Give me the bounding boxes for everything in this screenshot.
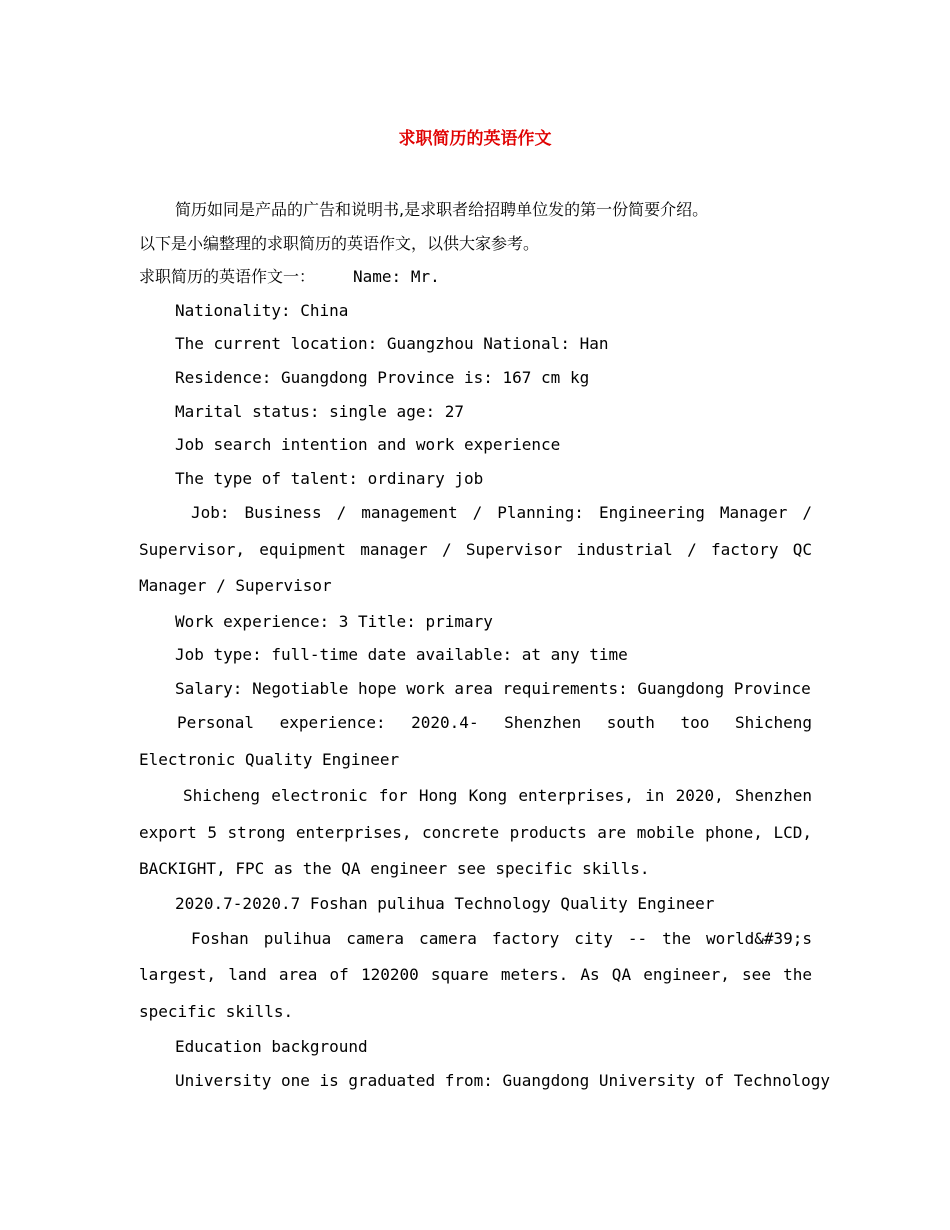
info-line: Job search intention and work experience (175, 435, 561, 455)
intro-line-2: 以下是小编整理的求职简历的英语作文，以供大家参考。 (139, 233, 540, 253)
education-line: University one is graduated from: Guangdong University of Technology (175, 1070, 831, 1090)
experience-1-detail: Shicheng electronic for Hong Kong enterprises, in 2020, Shenzhen export 5 strong enterprises, concrete products are mobile phone, LCD, BACKIGHT, FPC as the QA engineer see specific skills. (139, 786, 812, 878)
info-line: Marital status: single age: 27 (175, 401, 464, 421)
education-heading: Education background (175, 1037, 368, 1057)
experience-1: Personal experience: 2020.4- Shenzhen south too Shicheng Electronic Quality Engineer (139, 713, 812, 769)
info-line: The current location: Guangzhou National: Han (175, 334, 609, 354)
name-field: Name: Mr. (353, 267, 440, 287)
info-line: Job type: full-time date available: at any time (175, 645, 628, 665)
info-line: The type of talent: ordinary job (175, 468, 484, 488)
info-line: Salary: Negotiable hope work area requirements: Guangdong Province (175, 678, 811, 698)
document-title: 求职简历的英语作文 (398, 129, 552, 149)
info-line: Residence: Guangdong Province is: 167 cm kg (175, 367, 590, 387)
experience-2: 2020.7-2020.7 Foshan pulihua Technology Quality Engineer (175, 894, 715, 914)
document-body (139, 193, 831, 1097)
experience-2-detail: Foshan pulihua camera camera factory city -- the world&#39;s largest, land area of 120200 square meters. As QA engineer, see the specific skills. (139, 928, 812, 1021)
info-line: Work experience: 3 Title: primary (175, 611, 493, 631)
intro-line-1: 简历如同是产品的广告和说明书,是求职者给招聘单位发的第一份简要介绍。 (175, 200, 709, 219)
job-paragraph: Job: Business / management / Planning: Engineering Manager / Supervisor, equipment manager / Supervisor industrial / factory QC Manager / Supervisor (139, 503, 812, 596)
info-line: Nationality: China (175, 300, 349, 320)
section-heading-line (139, 260, 812, 294)
section-label: 求职简历的英语作文一： (139, 267, 316, 287)
